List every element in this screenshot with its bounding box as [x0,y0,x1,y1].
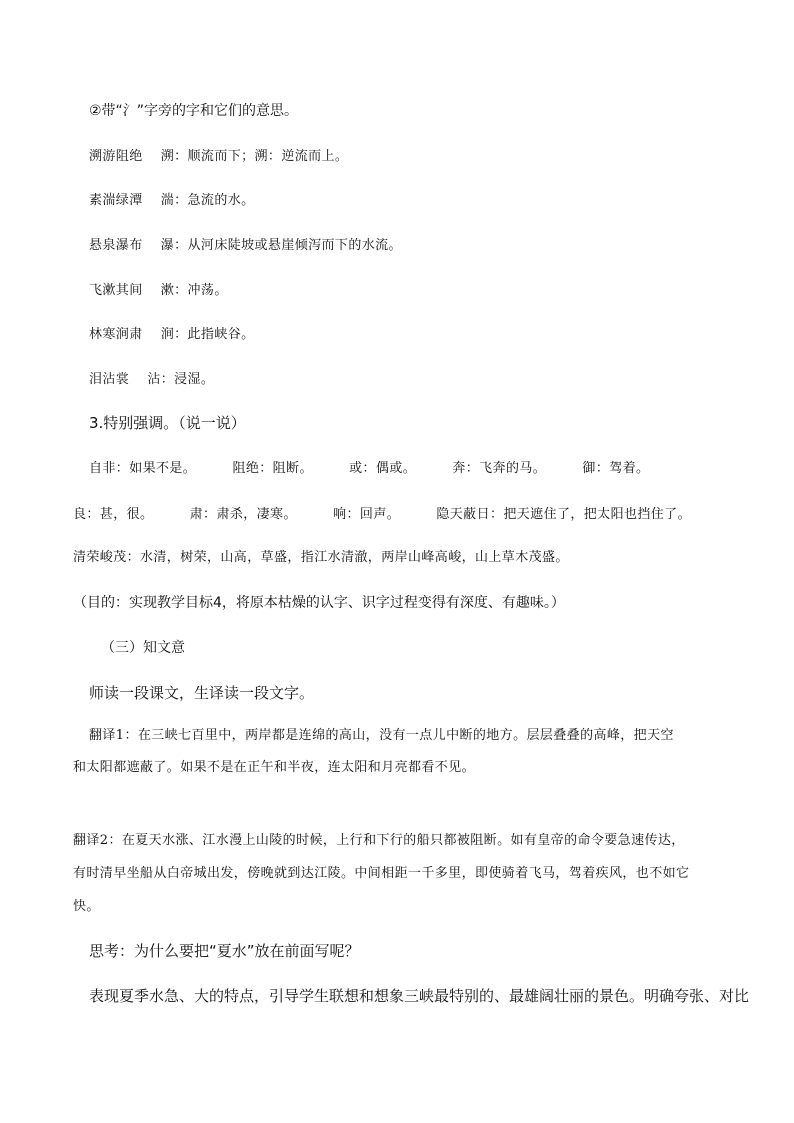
translation-2-line-2: 有时清早坐船从白帝城出发，傍晚就到达江陵。中间相距一千多里，即使骑着飞马，驾着疾风，也不如它 [73,866,690,881]
text-line-reading-method: 师读一段课文，生译读一段文字。 [89,684,315,702]
text-line-notes-3: 清荣峻茂：水清，树荣，山高，草盛，指江水清澈，两岸山峰高峻，山上草木茂盛。 [73,550,569,565]
translation-1-line-2: 和太阳都遮蔽了。如果不是在正午和半夜，连太阳和月亮都看不见。 [73,760,476,775]
text-line-purpose: （目的：实现教学目标4，将原本枯燥的认字、识字过程变得有深度、有趣味。） [73,595,565,611]
text-line-radical-heading: ②带“氵”字旁的字和它们的意思。 [89,103,299,119]
translation-2-line-1: 翻译2：在夏天水涨、江水漫上山陵的时候，上行和下行的船只都被阻断。如有皇帝的命令要急速传达， [73,833,685,848]
section-heading-meaning: （三）知文意 [101,640,185,656]
translation-1-line-1: 翻译1：在三峡七百里中，两岸都是连绵的高山，没有一点儿中断的地方。层层叠叠的高峰，把天空 [89,728,674,743]
text-line-notes-2: 良：甚，很。 肃：肃杀，凄寒。 响：回声。 隐天蔽日：把天遮住了，把太阳也挡住了。 [73,507,691,522]
text-line-vocab-pu: 悬泉瀑布 瀑：从河床陡坡或悬崖倾泻而下的水流。 [89,238,402,253]
text-line-question: 思考：为什么要把“夏水”放在前面写呢？ [89,942,360,960]
text-line-vocab-jian: 林寒涧肃 涧：此指峡谷。 [89,327,255,342]
text-line-vocab-tuan: 素湍绿潭 湍：急流的水。 [89,193,255,208]
section-heading-emphasis: 3.特别强调。（说一说） [89,414,246,432]
text-line-vocab-zhan: 泪沾裳 沾：浸湿。 [89,372,215,387]
text-line-notes-1: 自非：如果不是。 阻绝：阻断。 或：偶或。 奔：飞奔的马。 御：驾着。 [89,461,650,476]
text-line-answer: 表现夏季水急、大的特点，引导学生联想和想象三峡最特别的、最雄阔壮丽的景色。明确夸张、对比 [89,987,750,1005]
text-line-vocab-suyou: 溯游阻绝 溯：顺流而下；溯：逆流而上。 [89,149,349,164]
translation-2-line-3: 快。 [73,899,100,914]
text-line-vocab-shu: 飞漱其间 漱：冲荡。 [89,283,228,298]
